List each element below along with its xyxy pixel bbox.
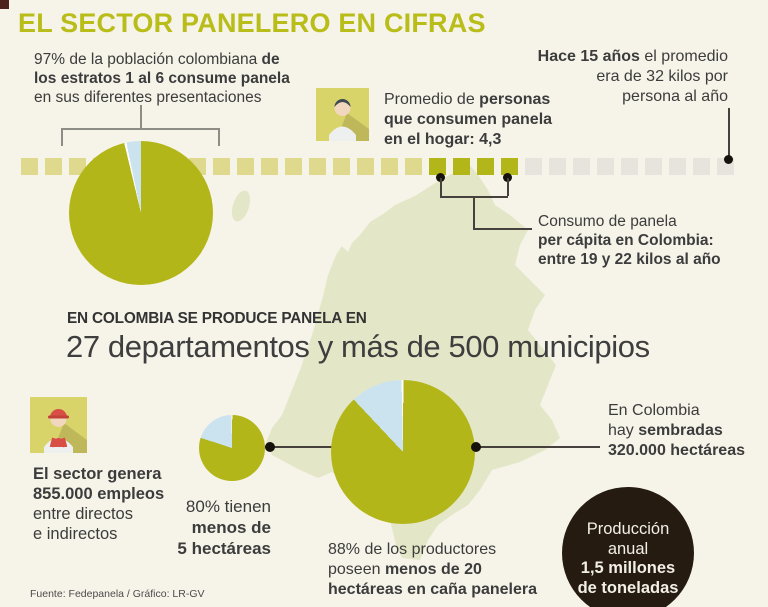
section-header: EN COLOMBIA SE PRODUCE PANELA EN [67, 310, 367, 327]
dash-square [429, 158, 446, 175]
bracket-97-stem [140, 105, 142, 129]
pie88-dot [471, 442, 481, 452]
dash-square [477, 158, 494, 175]
bracket-97-tick-left [61, 128, 63, 146]
dash-square [453, 158, 470, 175]
dash-square [525, 158, 542, 175]
consumo-bracket-stem [473, 196, 475, 229]
dash-square [237, 158, 254, 175]
callout-line-32kg [728, 108, 730, 160]
dash-square [45, 158, 62, 175]
dash-square [597, 158, 614, 175]
dash-square [261, 158, 278, 175]
dash-square [549, 158, 566, 175]
pie-productores-88 [331, 380, 475, 524]
source-credit: Fuente: Fedepanela / Gráfico: LR-GV [30, 588, 205, 600]
dash-square [309, 158, 326, 175]
dash-square [333, 158, 350, 175]
dash-square [21, 158, 38, 175]
dash-square [645, 158, 662, 175]
stat-empleos: El sector genera 855.000 empleos entre directos e indirectos [33, 465, 165, 543]
page-title: EL SECTOR PANELERO EN CIFRAS [18, 8, 486, 38]
consumo-bracket-right [507, 178, 509, 196]
callout-dot-32kg [724, 155, 733, 164]
produccion-badge: Producción anual 1,5 millones de toneladas [562, 487, 694, 607]
person-icon [316, 88, 369, 141]
bracket-97-tick-right [218, 128, 220, 146]
pie-productores-80 [199, 415, 265, 481]
stat-hace-15-anos: Hace 15 años el promedio era de 32 kilos por persona al año [537, 48, 728, 105]
dash-square [285, 158, 302, 175]
stat-hectareas-sembradas: En Colombia hay sembradas 320.000 hectáreas [608, 402, 745, 459]
dash-square [573, 158, 590, 175]
bracket-97-bar [61, 128, 219, 130]
pie-consumo-97 [69, 141, 213, 285]
dash-square [669, 158, 686, 175]
section-headline: 27 departamentos y más de 500 municipios [66, 329, 650, 364]
dash-square [405, 158, 422, 175]
stat-80-hectareas: 80% tienen menos de 5 hectáreas [177, 497, 271, 558]
dash-square [381, 158, 398, 175]
corner-mark [0, 0, 9, 9]
dash-square [501, 158, 518, 175]
stat-88-hectareas: 88% de los productores poseen menos de 20 hectáreas en caña panelera [328, 541, 538, 598]
dash-square [693, 158, 710, 175]
consumo-bracket-arm [473, 228, 532, 230]
dash-square [357, 158, 374, 175]
consumo-bracket-left [440, 178, 442, 196]
pie80-dot [265, 442, 275, 452]
stat-97-consume-panela: 97% de la población colombiana de los estratos 1 al 6 consume panela en sus diferentes presentaciones [34, 51, 290, 106]
dash-square [621, 158, 638, 175]
stat-consumo-per-capita: Consumo de panela per cápita en Colombia: entre 19 y 22 kilos al año [538, 213, 721, 268]
farmer-icon [30, 397, 87, 453]
dash-square [213, 158, 230, 175]
stat-promedio-hogar: Promedio de personas que consumen panela en el hogar: 4,3 [384, 91, 553, 148]
